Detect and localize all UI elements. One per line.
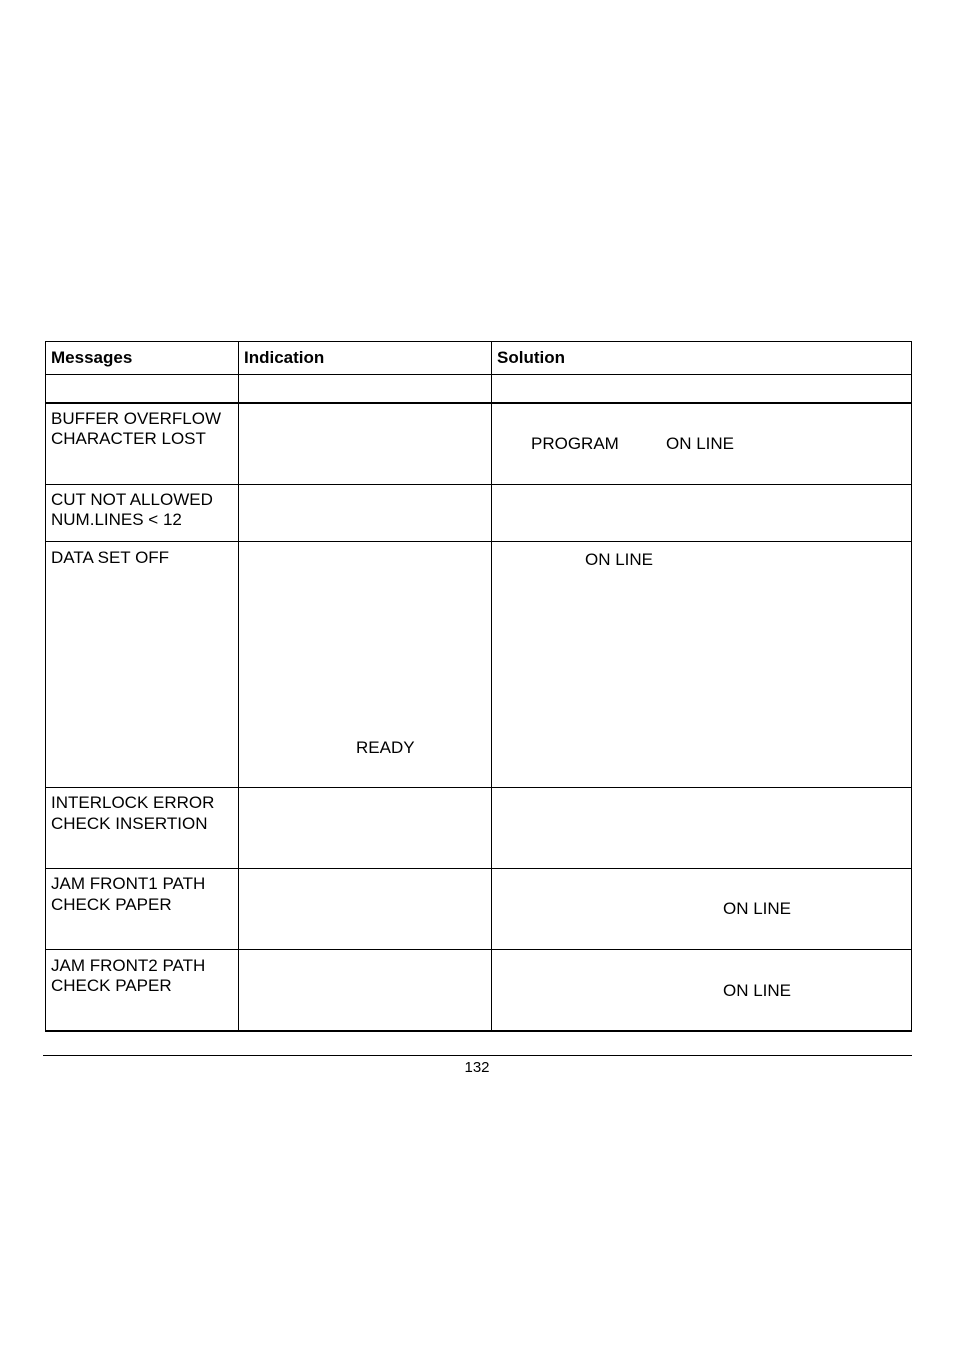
row-5-message-line-1: JAM FRONT1 PATH [51, 874, 206, 893]
row-4-message-line-1: INTERLOCK ERROR [51, 793, 215, 812]
row-3-message-line-1: DATA SET OFF [51, 548, 170, 567]
header-messages: Messages [51, 348, 133, 367]
table-rule-top [45, 341, 912, 342]
row-6-message-line-2: CHECK PAPER [51, 976, 172, 995]
row-3-indication-ready: READY [356, 738, 415, 757]
page-number: 132 [464, 1059, 490, 1076]
row-1-message-line-1: BUFFER OVERFLOW [51, 409, 222, 428]
row-1-solution-program: PROGRAM [531, 434, 619, 453]
header-solution: Solution [497, 348, 565, 367]
row-5-message-line-2: CHECK PAPER [51, 895, 172, 914]
footer-rule [43, 1055, 912, 1056]
table-rule-bottom [45, 1030, 912, 1032]
table-rule-left [45, 341, 46, 1032]
table-rule-header [45, 374, 912, 375]
row-2-message-line-2: NUM.LINES < 12 [51, 510, 182, 529]
table-rule-col-1 [238, 341, 239, 1032]
table-rule-row-3 [45, 787, 912, 788]
table-rule-row-4 [45, 868, 912, 869]
troubleshooting-table [45, 341, 912, 1032]
row-5-solution-online: ON LINE [723, 899, 792, 918]
table-rule-right [911, 341, 912, 1032]
table-rule-row-5 [45, 949, 912, 950]
table-rule-col-2 [491, 341, 492, 1032]
row-6-solution-online: ON LINE [723, 981, 792, 1000]
row-1-message-line-2: CHARACTER LOST [51, 429, 206, 448]
row-4-message-line-2: CHECK INSERTION [51, 814, 208, 833]
table-rule-row-1 [45, 484, 912, 485]
row-3-solution-online: ON LINE [585, 550, 654, 569]
table-rule-blank-row [45, 402, 912, 404]
row-1-solution-online: ON LINE [666, 434, 735, 453]
header-indication: Indication [244, 348, 325, 367]
table-rule-row-2 [45, 541, 912, 542]
row-6-message-line-1: JAM FRONT2 PATH [51, 956, 206, 975]
row-2-message-line-1: CUT NOT ALLOWED [51, 490, 213, 509]
